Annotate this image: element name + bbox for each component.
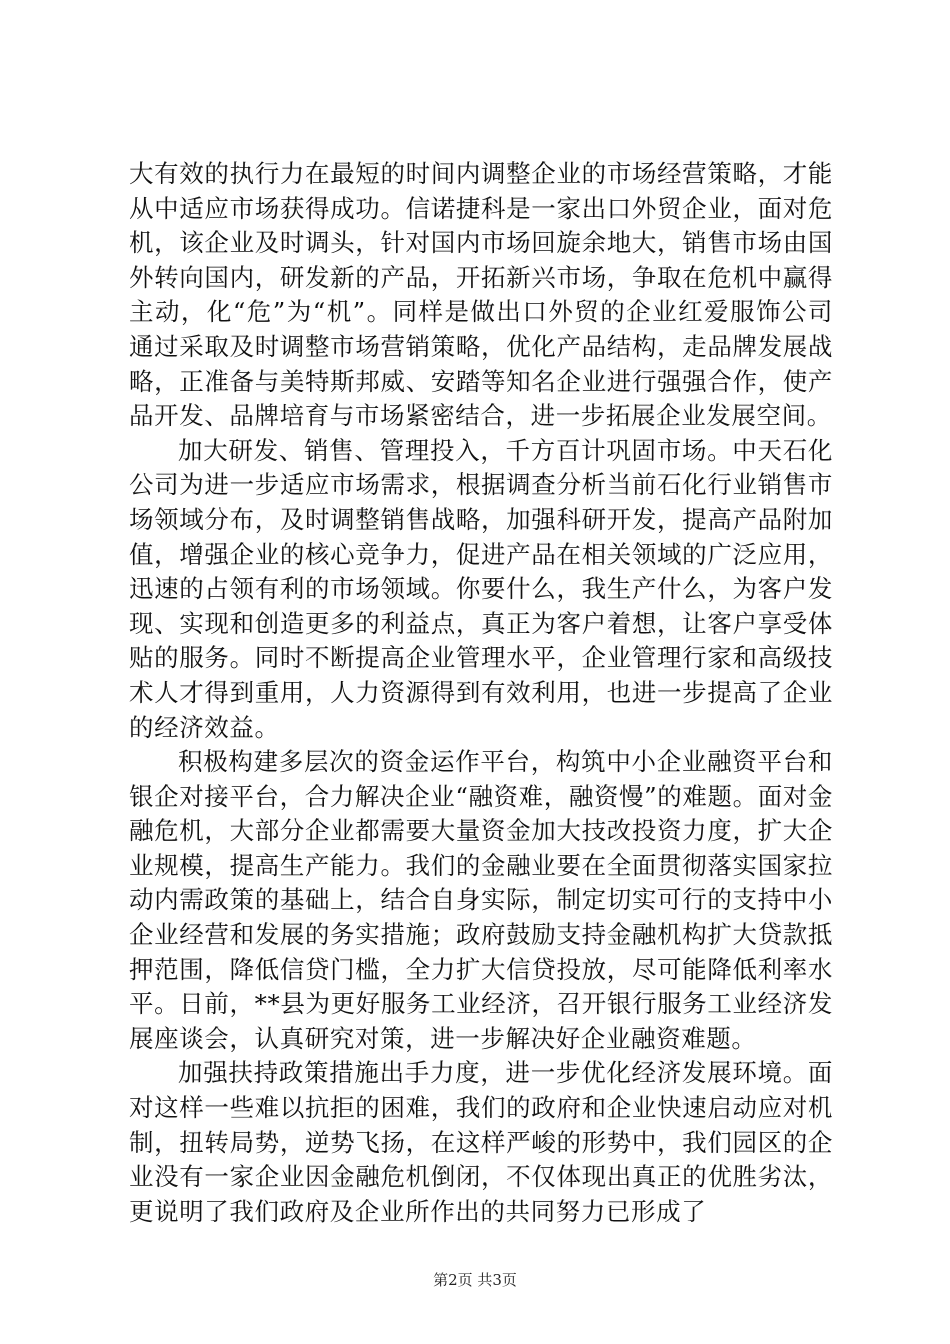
page-footer: 第2页 共3页 xyxy=(433,1271,517,1289)
paragraph-2: 加大研发、销售、管理投入，千方百计巩固市场。中天石化公司为进一步适应市场需求，根据调查分析当前石化行业销售市场领域分布，及时调整销售战略，加强科研开发，提高产品附加值，增强企业的核心竞争力，促进产品在相关领域的广泛应用，迅速的占领有利的市场领域。你要什么，我生产什么，为客户发现、实现和创造更多的利益点，真正为客户着想，让客户享受体贴的服务。同时不断提高企业管理水平，企业管理行家和高级技术人才得到重用，人力资源得到有效利用，也进一步提高了企业的经济效益。 xyxy=(129,435,833,742)
paragraph-3: 积极构建多层次的资金运作平台，构筑中小企业融资平台和银企对接平台，合力解决企业“融资难，融资慢”的难题。面对金融危机，大部分企业都需要大量资金加大技改投资力度，扩大企业规模，提高生产能力。我们的金融业要在全面贯彻落实国家拉动内需政策的基础上，结合自身实际，制定切实可行的支持中小企业经营和发展的务实措施；政府鼓励支持金融机构扩大贷款抵押范围，降低信贷门槛，全力扩大信贷投放，尽可能降低利率水平。日前，**县为更好服务工业经济，召开银行服务工业经济发展座谈会，认真研究对策，进一步解决好企业融资难题。 xyxy=(129,747,833,1053)
paragraph-1: 大有效的执行力在最短的时间内调整企业的市场经营策略，才能从中适应市场获得成功。信诺捷科是一家出口外贸企业，面对危机，该企业及时调头，针对国内市场回旋余地大，销售市场由国外转向国内，研发新的产品，开拓新兴市场，争取在危机中赢得主动，化“危”为“机”。同样是做出口外贸的企业红爱服饰公司通过采取及时调整市场营销策略，优化产品结构，走品牌发展战略，正准备与美特斯邦威、安踏等知名企业进行强强合作，使产品开发、品牌培育与市场紧密结合，进一步拓展企业发展空间。 xyxy=(129,159,833,431)
paragraph-4: 加强扶持政策措施出手力度，进一步优化经济发展环境。面对这样一些难以抗拒的困难，我们的政府和企业快速启动应对机制，扭转局势，逆势飞扬，在这样严峻的形势中，我们园区的企业没有一家企业因金融危机倒闭，不仅体现出真正的优胜劣汰，更说明了我们政府及企业所作出的共同努力已形成了 xyxy=(129,1058,833,1226)
body-text xyxy=(129,157,833,1229)
